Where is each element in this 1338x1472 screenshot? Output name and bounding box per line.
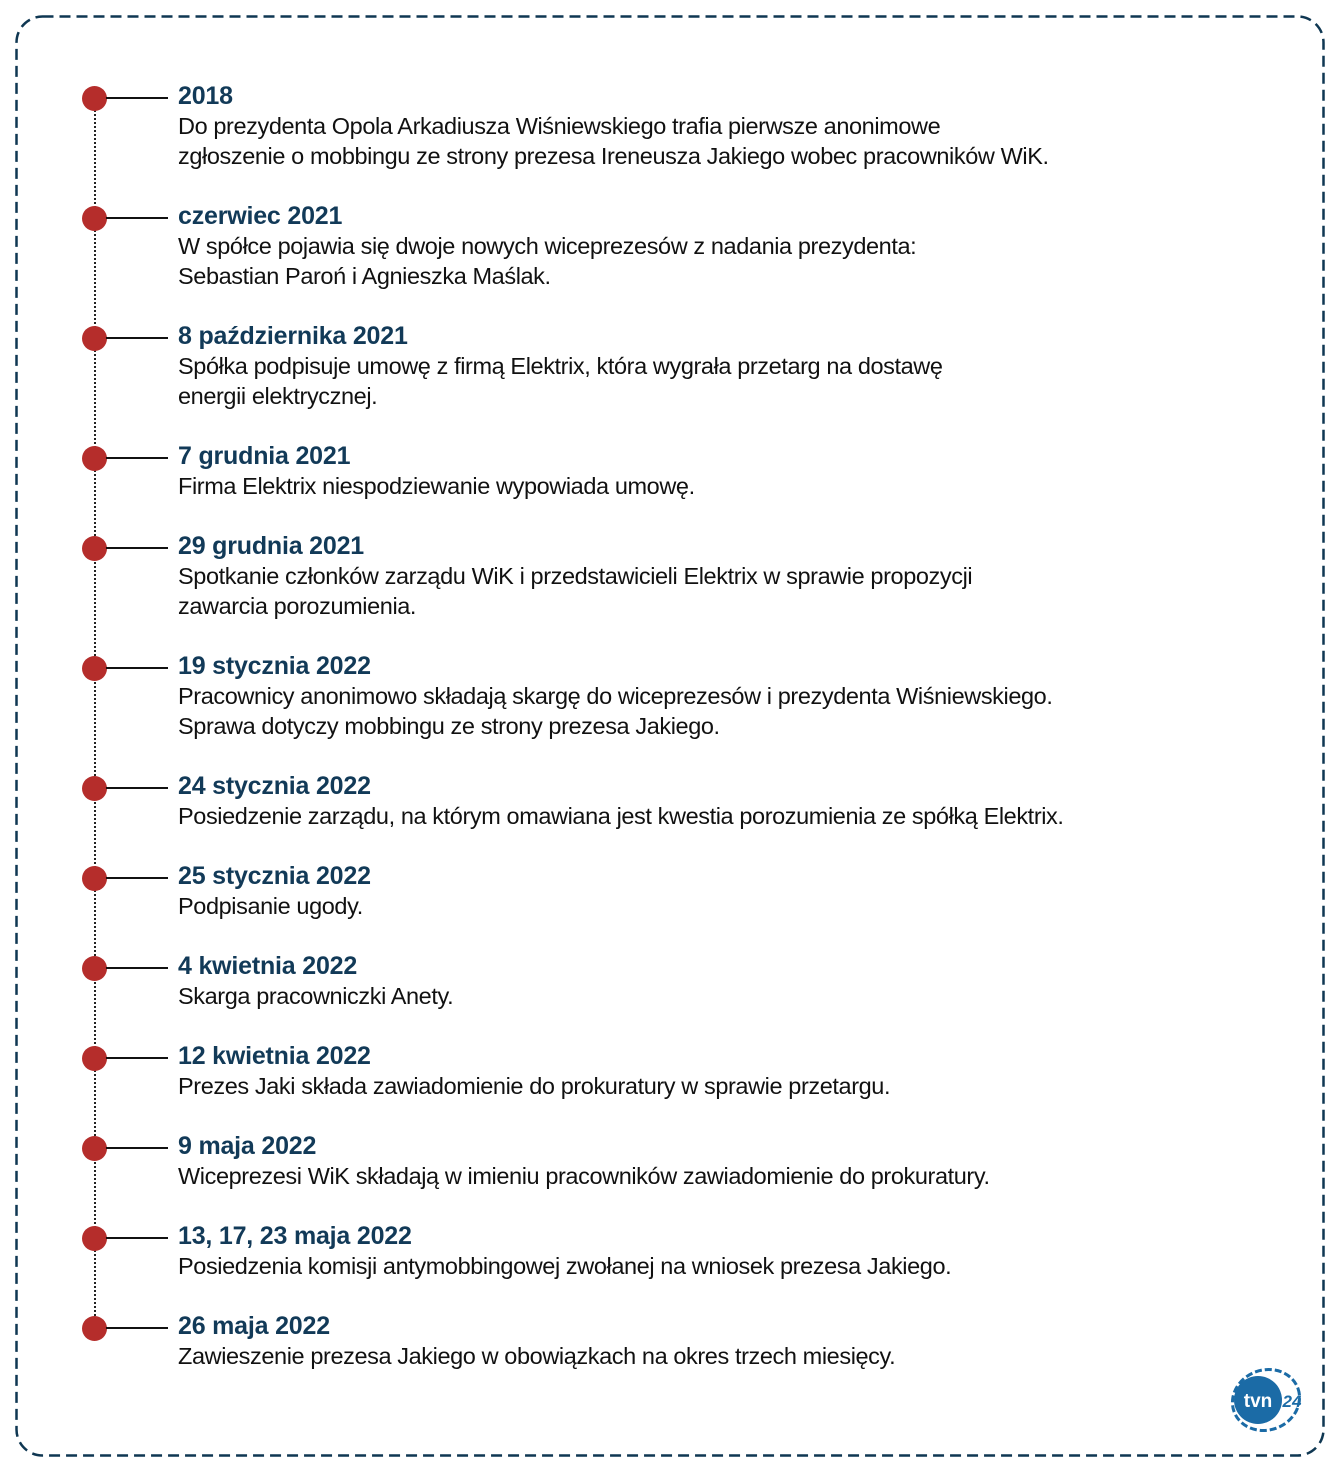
event-date: 25 stycznia 2022 [178,862,371,890]
event-description: Skarga pracowniczki Anety. [178,983,454,1009]
event-date: 8 października 2021 [178,322,408,350]
event-dot-icon [82,1136,107,1161]
connector-line [106,667,168,669]
connector-line [106,547,168,549]
event-dot-icon [82,326,107,351]
event-date: 2018 [178,82,233,110]
event-dot-icon [82,956,107,981]
connector-line [106,97,168,99]
event-date: 29 grudnia 2021 [178,532,364,560]
event-description: Posiedzenie zarządu, na którym omawiana jest kwestia porozumienia ze spółką Elektrix. [178,803,1064,829]
connector-line [106,1057,168,1059]
event-description: Do prezydenta Opola Arkadiusza Wiśniewskiego trafia pierwsze anonimowe zgłoszenie o mobbingu ze strony prezesa Ireneusza Jakiego wobec pracowników WiK. [178,113,1049,169]
event-date: 13, 17, 23 maja 2022 [178,1222,412,1250]
event-dot-icon [82,206,107,231]
connector-line [106,1327,168,1329]
connector-line [106,457,168,459]
connector-line [106,1237,168,1239]
event-date: 7 grudnia 2021 [178,442,351,470]
logo-suffix-text: 24 [1282,1392,1302,1411]
event-dot-icon [82,446,107,471]
event-dot-icon [82,536,107,561]
event-dot-icon [82,86,107,111]
event-date: czerwiec 2021 [178,202,343,230]
connector-line [106,787,168,789]
event-description: Spotkanie członków zarządu WiK i przedstawicieli Elektrix w sprawie propozycji zawarcia porozumienia. [178,563,973,619]
event-description: W spółce pojawia się dwoje nowych wiceprezesów z nadania prezydenta: Sebastian Paroń i Agnieszka Maślak. [178,233,917,289]
event-dot-icon [82,656,107,681]
event-description: Posiedzenia komisji antymobbingowej zwołanej na wniosek prezesa Jakiego. [178,1253,952,1279]
connector-line [106,337,168,339]
event-description: Spółka podpisuje umowę z firmą Elektrix, która wygrała przetarg na dostawę energii elektrycznej. [178,353,943,409]
event-description: Firma Elektrix niespodziewanie wypowiada umowę. [178,473,695,499]
event-date: 9 maja 2022 [178,1132,317,1160]
event-description: Wiceprezesi WiK składają w imieniu pracowników zawiadomienie do prokuratury. [178,1163,990,1189]
connector-line [106,217,168,219]
connector-line [106,967,168,969]
event-date: 26 maja 2022 [178,1312,330,1340]
event-description: Podpisanie ugody. [178,893,363,919]
event-dot-icon [82,1046,107,1071]
logo-brand-text: tvn [1243,1391,1273,1412]
tvn24-logo-icon [1228,1366,1308,1438]
event-date: 19 stycznia 2022 [178,652,371,680]
event-date: 4 kwietnia 2022 [178,952,358,980]
event-date: 12 kwietnia 2022 [178,1042,371,1070]
event-dot-icon [82,1316,107,1341]
event-description: Pracownicy anonimowo składają skargę do wiceprezesów i prezydenta Wiśniewskiego. Sprawa dotyczy mobbingu ze strony prezesa Jakiego. [178,683,1053,739]
event-date: 24 stycznia 2022 [178,772,371,800]
connector-line [106,1147,168,1149]
event-dot-icon [82,1226,107,1251]
event-description: Zawieszenie prezesa Jakiego w obowiązkach na okres trzech miesięcy. [178,1343,896,1369]
event-dot-icon [82,866,107,891]
event-dot-icon [82,776,107,801]
connector-line [106,877,168,879]
event-description: Prezes Jaki składa zawiadomienie do prokuratury w sprawie przetargu. [178,1073,891,1099]
